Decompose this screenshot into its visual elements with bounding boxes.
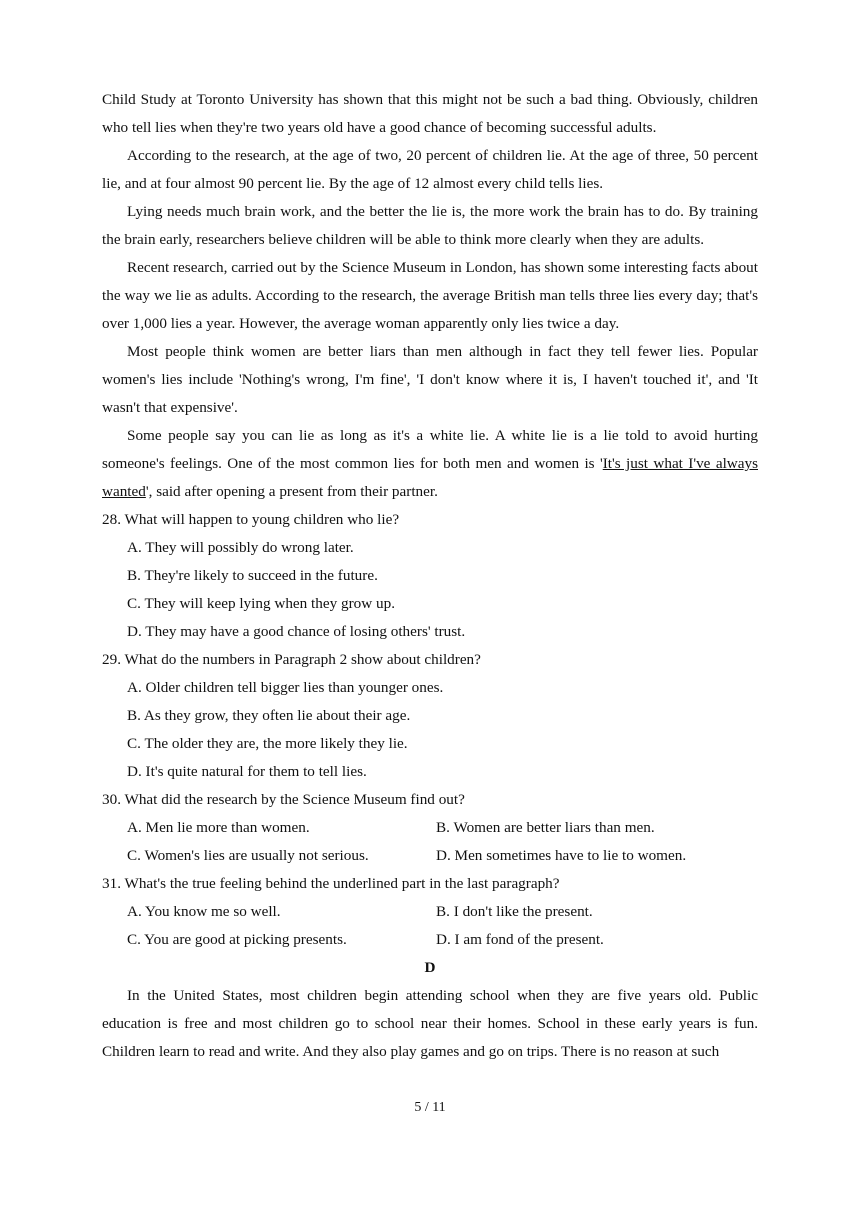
question-30-options-row-1 bbox=[102, 814, 758, 842]
question-29-option-c: C. The older they are, the more likely they lie. bbox=[127, 735, 408, 752]
question-30-option-b: B. Women are better liars than men. bbox=[436, 819, 655, 836]
paragraph-5-text-before: Some people say you can lie as long as it's a white lie. A white lie is a lie told to avoid hurting someone's feelings. One of the most common lies for both men and women is ' bbox=[102, 427, 758, 472]
question-29-option-a: A. Older children tell bigger lies than younger ones. bbox=[127, 679, 444, 696]
question-29-option-d: D. It's quite natural for them to tell lies. bbox=[127, 763, 367, 780]
question-28-option-b: B. They're likely to succeed in the future. bbox=[127, 567, 378, 584]
question-28-option-d: D. They may have a good chance of losing others' trust. bbox=[127, 623, 466, 640]
underlined-phrase: It's just what I've always wanted bbox=[102, 455, 758, 500]
page-number: 5 / 11 bbox=[414, 1100, 446, 1115]
question-29-option-b: B. As they grow, they often lie about their age. bbox=[127, 707, 411, 724]
question-30-option-d: D. Men sometimes have to lie to women. bbox=[436, 847, 687, 864]
question-31-option-a: A. You know me so well. bbox=[127, 903, 281, 920]
question-31-options-row-1 bbox=[102, 898, 758, 926]
question-31-stem: 31. What's the true feeling behind the underlined part in the last paragraph? bbox=[102, 875, 560, 892]
question-31-option-b: B. I don't like the present. bbox=[436, 903, 593, 920]
question-31-options-row-2 bbox=[102, 926, 758, 954]
question-28-stem: 28. What will happen to young children who lie? bbox=[102, 511, 400, 528]
question-30-stem: 30. What did the research by the Science Museum find out? bbox=[102, 791, 465, 808]
passage-paragraph-3: Recent research, carried out by the Science Museum in London, has shown some interesting facts about the way we lie as adults. According to the research, the average British man tells three lies every day; that's over 1,000 lies a year. However, the average woman apparently only lies twice a day. bbox=[102, 259, 758, 332]
question-29-stem: 29. What do the numbers in Paragraph 2 show about children? bbox=[102, 651, 481, 668]
question-31-option-c: C. You are good at picking presents. bbox=[127, 931, 347, 948]
question-31-option-d: D. I am fond of the present. bbox=[436, 931, 604, 948]
passage-paragraph-0: Child Study at Toronto University has shown that this might not be such a bad thing. Obviously, children who tell lies when they're two years old have a good chance of becoming successful adults. bbox=[102, 91, 758, 136]
section-d-paragraph-0: In the United States, most children begin attending school when they are five years old. Public education is free and most children go to school near their homes. School in these early years is fun. Children learn to read and write. And they also play games and go on trips. There is no reason at such bbox=[102, 987, 758, 1060]
passage-paragraph-5 bbox=[102, 422, 758, 506]
document-page bbox=[102, 86, 758, 1066]
question-30-options-row-2 bbox=[102, 842, 758, 870]
passage-paragraph-4: Most people think women are better liars than men although in fact they tell fewer lies. Popular women's lies include 'Nothing's wrong, I'm fine', 'I don't know where it is, I haven't touched it', and 'It wasn't that expensive'. bbox=[102, 343, 758, 416]
passage-paragraph-1: According to the research, at the age of two, 20 percent of children lie. At the age of three, 50 percent lie, and at four almost 90 percent lie. By the age of 12 almost every child tells lies. bbox=[102, 147, 758, 192]
section-d-heading: D bbox=[424, 959, 436, 976]
question-28-option-a: A. They will possibly do wrong later. bbox=[127, 539, 354, 556]
paragraph-5-text-after: ', said after opening a present from their partner. bbox=[145, 483, 438, 500]
question-28-option-c: C. They will keep lying when they grow up. bbox=[127, 595, 395, 612]
question-30-option-c: C. Women's lies are usually not serious. bbox=[127, 847, 369, 864]
question-30-option-a: A. Men lie more than women. bbox=[127, 819, 310, 836]
passage-paragraph-2: Lying needs much brain work, and the better the lie is, the more work the brain has to do. By training the brain early, researchers believe children will be able to think more clearly when they are adults. bbox=[102, 203, 758, 248]
